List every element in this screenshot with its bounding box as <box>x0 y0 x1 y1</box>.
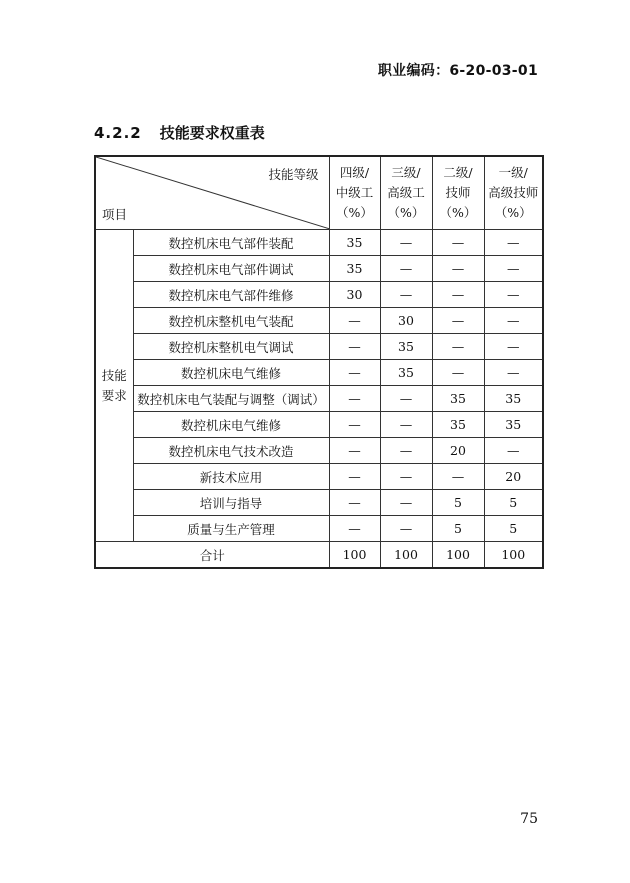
item-cell: 新技术应用 <box>133 464 329 490</box>
total-cell: 100 <box>432 542 484 569</box>
level-header <box>380 156 432 230</box>
table-row <box>95 412 543 438</box>
value-cell: — <box>432 360 484 386</box>
value-cell: — <box>380 282 432 308</box>
level-line: 四级/ <box>339 165 370 180</box>
item-cell: 质量与生产管理 <box>133 516 329 542</box>
table-row <box>95 464 543 490</box>
level-header <box>432 156 484 230</box>
total-label: 合计 <box>95 542 329 569</box>
level-line: 三级/ <box>391 165 421 180</box>
item-cell: 培训与指导 <box>133 490 329 516</box>
table-row <box>95 334 543 360</box>
value-cell: — <box>329 386 380 412</box>
value-cell: 35 <box>432 386 484 412</box>
item-cell: 数控机床整机电气调试 <box>133 334 329 360</box>
value-cell: — <box>380 230 432 256</box>
value-cell: — <box>432 334 484 360</box>
occupation-code: 职业编码：6-20-03-01 <box>377 63 538 79</box>
section-number: 4.2.2 <box>94 124 142 142</box>
value-cell: — <box>380 490 432 516</box>
level-line: （%） <box>439 205 477 220</box>
item-cell: 数控机床电气技术改造 <box>133 438 329 464</box>
value-cell: 5 <box>432 516 484 542</box>
value-cell: — <box>329 516 380 542</box>
level-line: 技师 <box>445 185 471 200</box>
value-cell: — <box>484 360 543 386</box>
value-cell: — <box>329 490 380 516</box>
table-row <box>95 282 543 308</box>
level-line: 一级/ <box>498 165 528 180</box>
value-cell: — <box>484 308 543 334</box>
value-cell: — <box>432 308 484 334</box>
level-line: （%） <box>387 205 425 220</box>
item-label: 项目 <box>102 207 128 222</box>
item-cell: 数控机床电气部件装配 <box>133 230 329 256</box>
item-cell: 数控机床电气维修 <box>133 360 329 386</box>
table-row <box>95 386 543 412</box>
value-cell: — <box>380 516 432 542</box>
section-title-text: 技能要求权重表 <box>159 124 265 142</box>
value-cell: — <box>329 308 380 334</box>
table-row <box>95 490 543 516</box>
table-row <box>95 438 543 464</box>
value-cell: 30 <box>380 308 432 334</box>
value-cell: — <box>432 464 484 490</box>
value-cell: — <box>329 438 380 464</box>
value-cell: — <box>380 386 432 412</box>
skill-weight-table <box>94 155 544 569</box>
value-cell: — <box>380 464 432 490</box>
category-line: 技能 <box>101 367 127 383</box>
total-cell: 100 <box>329 542 380 569</box>
item-cell: 数控机床电气装配与调整（调试） <box>133 386 329 412</box>
value-cell: — <box>484 438 543 464</box>
skill-level-label: 技能等级 <box>268 167 319 182</box>
table-row <box>95 360 543 386</box>
category-line: 要求 <box>101 387 127 403</box>
level-line: （%） <box>336 205 373 220</box>
table-row <box>95 308 543 334</box>
value-cell: — <box>329 334 380 360</box>
value-cell: 5 <box>432 490 484 516</box>
value-cell: — <box>329 412 380 438</box>
value-cell: — <box>329 360 380 386</box>
value-cell: 5 <box>484 516 543 542</box>
level-line: 高级工 <box>387 185 425 200</box>
value-cell: 35 <box>380 360 432 386</box>
value-cell: 35 <box>329 256 380 282</box>
total-cell: 100 <box>484 542 543 569</box>
value-cell: — <box>432 230 484 256</box>
diagonal-header-cell <box>95 156 329 230</box>
value-cell: — <box>380 256 432 282</box>
item-cell: 数控机床电气维修 <box>133 412 329 438</box>
value-cell: 35 <box>484 386 543 412</box>
value-cell: 5 <box>484 490 543 516</box>
value-cell: 35 <box>380 334 432 360</box>
section-heading <box>94 122 265 143</box>
value-cell: 30 <box>329 282 380 308</box>
value-cell: 35 <box>484 412 543 438</box>
item-cell: 数控机床整机电气装配 <box>133 308 329 334</box>
level-header <box>484 156 543 230</box>
item-cell: 数控机床电气部件调试 <box>133 256 329 282</box>
page-number: 75 <box>520 811 538 827</box>
category-cell <box>95 230 133 542</box>
table-row <box>95 516 543 542</box>
level-line: 高级技师 <box>488 185 539 200</box>
level-line: 中级工 <box>335 185 374 200</box>
level-line: （%） <box>494 205 532 220</box>
skill-weight-table-wrapper <box>94 155 544 569</box>
table-row <box>95 256 543 282</box>
value-cell: 20 <box>432 438 484 464</box>
value-cell: — <box>329 464 380 490</box>
item-cell: 数控机床电气部件维修 <box>133 282 329 308</box>
value-cell: 20 <box>484 464 543 490</box>
value-cell: — <box>484 334 543 360</box>
value-cell: — <box>484 256 543 282</box>
total-cell: 100 <box>380 542 432 569</box>
value-cell: — <box>484 282 543 308</box>
level-line: 二级/ <box>443 165 473 180</box>
value-cell: — <box>432 256 484 282</box>
value-cell: 35 <box>432 412 484 438</box>
value-cell: — <box>432 282 484 308</box>
value-cell: — <box>380 438 432 464</box>
value-cell: 35 <box>329 230 380 256</box>
table-header-row <box>95 156 543 230</box>
level-header <box>329 156 380 230</box>
total-row <box>95 542 543 569</box>
table-row <box>95 230 543 256</box>
value-cell: — <box>484 230 543 256</box>
value-cell: — <box>380 412 432 438</box>
